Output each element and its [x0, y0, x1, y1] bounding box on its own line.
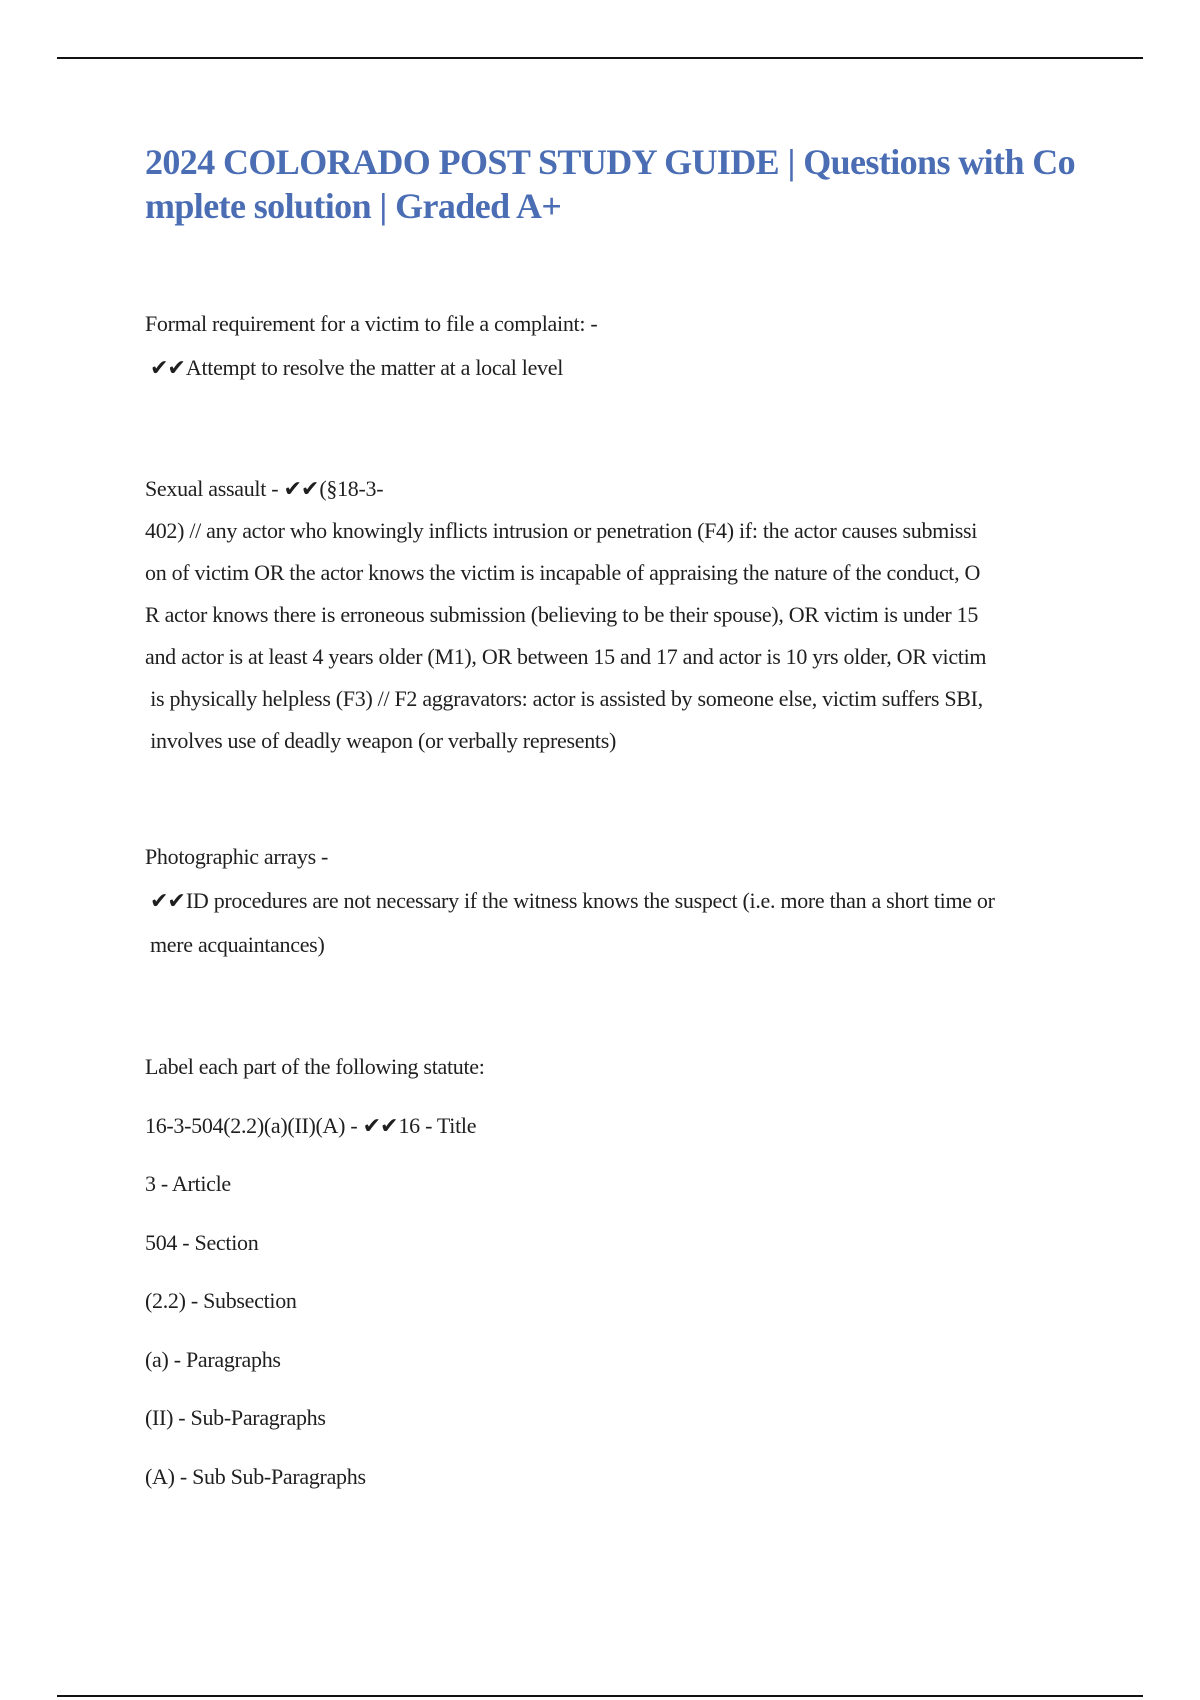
answer-line: (A) - Sub Sub-Paragraphs — [145, 1463, 366, 1489]
answer-line: is physically helpless (F3) // F2 aggravators: actor is assisted by someone else, victim suffers SBI, — [145, 686, 983, 711]
answer-line: 402) // any actor who knowingly inflicts intrusion or penetration (F4) if: the actor causes submissi — [145, 518, 978, 543]
double-check-icon: ✔✔ — [362, 1112, 398, 1138]
statute-citation: 16-3-504(2.2)(a)(II)(A) - — [145, 1112, 358, 1138]
statute-line — [145, 1097, 1095, 1156]
double-check-icon: ✔✔ — [150, 888, 185, 913]
question-text: Sexual assault - — [145, 476, 279, 501]
answer-start-text: (§18-3- — [319, 476, 384, 501]
answer-line: 504 - Section — [145, 1229, 259, 1255]
answer-line: involves use of deadly weapon (or verbally represents) — [145, 728, 617, 753]
question-text: Formal requirement for a victim to file a complaint: - — [145, 311, 598, 336]
answer-line: on of victim OR the actor knows the victim is incapable of appraising the nature of the conduct, O — [145, 560, 981, 585]
double-check-icon: ✔✔ — [150, 355, 185, 380]
answer-line: (II) - Sub-Paragraphs — [145, 1405, 326, 1430]
answer-line — [145, 346, 1095, 390]
document-title: 2024 COLORADO POST STUDY GUIDE | Questions with Complete solution | Graded A+ — [145, 142, 1076, 226]
top-rule — [57, 57, 1143, 59]
answer-line — [145, 879, 1095, 923]
answer-line: and actor is at least 4 years older (M1), OR between 15 and 17 and actor is 10 yrs older, OR victim — [145, 644, 987, 669]
answer-line: (2.2) - Subsection — [145, 1288, 297, 1313]
qa-entry-victim-complaint — [145, 302, 1095, 390]
answer-start-text: 16 - Title — [398, 1112, 477, 1138]
question-text: Photographic arrays - — [145, 844, 329, 869]
qa-entry-photographic-arrays — [145, 835, 1095, 967]
answer-line: 3 - Article — [145, 1171, 231, 1196]
bottom-rule — [57, 1695, 1143, 1697]
question-line — [145, 468, 1095, 510]
answer-text: Attempt to resolve the matter at a local level — [185, 355, 564, 380]
answer-line: (a) - Paragraphs — [145, 1346, 281, 1372]
answer-line: R actor knows there is erroneous submission (believing to be their spouse), OR victim is under 15 — [145, 602, 979, 627]
qa-entry-sexual-assault — [145, 468, 1095, 762]
question-text: Label each part of the following statute: — [145, 1054, 485, 1079]
double-check-icon: ✔✔ — [283, 476, 319, 501]
qa-entry-statute-labels — [145, 1038, 1095, 1506]
answer-line: mere acquaintances) — [150, 932, 325, 957]
answer-text: ID procedures are not necessary if the witness knows the suspect (i.e. more than a short time or — [185, 888, 995, 913]
